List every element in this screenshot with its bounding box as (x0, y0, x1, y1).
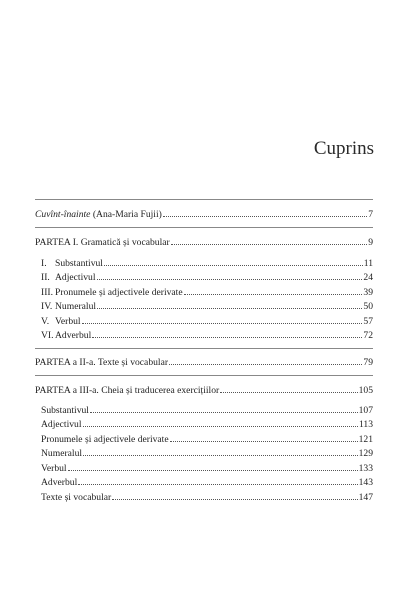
dot-leader (82, 316, 363, 324)
dot-leader (92, 330, 362, 338)
toc-entry-part1[interactable] (35, 237, 373, 248)
toc-number: VI. (41, 330, 54, 341)
toc-label: Substantivul (55, 258, 103, 269)
toc-entry-part2[interactable] (35, 357, 373, 368)
toc-entry[interactable] (41, 330, 373, 341)
toc-label: PARTEA a III-a. Cheia și traducerea exercițiilor (35, 385, 220, 396)
toc-label: Adverbul (55, 330, 92, 341)
dot-leader (83, 448, 358, 456)
toc-page-number: 121 (358, 434, 373, 445)
toc-entry[interactable] (41, 272, 373, 283)
toc-label: PARTEA I. Gramatică și vocabular (35, 237, 170, 248)
toc-page-number: 79 (363, 357, 373, 368)
toc-page-number: 113 (358, 419, 373, 430)
toc-label: Pronumele și adjectivele derivate (55, 287, 183, 298)
toc-label: Verbul (41, 463, 67, 474)
toc-page-number: 105 (358, 385, 373, 396)
toc-number: II. (41, 272, 50, 283)
toc-page-number: 24 (363, 272, 373, 283)
toc-page-number: 7 (368, 209, 373, 220)
dot-leader (97, 272, 363, 280)
toc-entry[interactable] (41, 258, 373, 269)
toc-label: Adjectivul (41, 419, 82, 430)
toc-page-number: 72 (363, 330, 373, 341)
dot-leader (220, 385, 357, 393)
toc-entry[interactable] (41, 492, 373, 503)
page-title: Cuprins (313, 138, 374, 159)
toc-label: Adverbul (41, 477, 78, 488)
toc-entry[interactable] (41, 448, 373, 459)
section-divider (35, 348, 373, 349)
dot-leader (104, 258, 363, 266)
toc-label: Texte și vocabular (41, 492, 112, 503)
dot-leader (90, 405, 358, 413)
toc-page-number: 133 (358, 463, 373, 474)
toc-page-number: 107 (358, 405, 373, 416)
toc-page-number: 39 (363, 287, 373, 298)
toc-label: PARTEA a II-a. Texte și vocabular (35, 357, 169, 368)
toc-label: Adjectivul (55, 272, 96, 283)
toc-number: V. (41, 316, 50, 327)
toc-page-number: 57 (363, 316, 373, 327)
dot-leader (112, 492, 357, 500)
dot-leader (163, 209, 367, 217)
toc-entry[interactable] (41, 287, 373, 298)
toc-entry-preface[interactable] (35, 209, 373, 220)
toc-number: IV. (41, 301, 53, 312)
toc-label: Pronumele și adjectivele derivate (41, 434, 169, 445)
toc-label: Substantivul (41, 405, 89, 416)
dot-leader (169, 357, 362, 365)
toc-entry-part3[interactable] (35, 385, 373, 396)
toc-entry[interactable] (41, 316, 373, 327)
toc-page-number: 9 (368, 237, 373, 248)
toc-label: Verbul (55, 316, 81, 327)
toc-entry[interactable] (41, 463, 373, 474)
toc-page-number: 147 (358, 492, 373, 503)
toc-number: III. (41, 287, 53, 298)
toc-entry[interactable] (41, 301, 373, 312)
toc-label: Numeralul (55, 301, 97, 312)
toc-entry[interactable] (41, 434, 373, 445)
dot-leader (68, 463, 358, 471)
dot-leader (97, 301, 362, 309)
toc-page-number: 143 (358, 477, 373, 488)
dot-leader (170, 434, 358, 442)
toc-page-number: 129 (358, 448, 373, 459)
section-divider (35, 227, 373, 228)
toc-entry[interactable] (41, 477, 373, 488)
section-divider (35, 199, 373, 200)
dot-leader (78, 477, 357, 485)
toc-label: Cuvînt-înainte (Ana-Maria Fujii) (35, 209, 162, 220)
toc-page-number: 11 (363, 258, 373, 269)
dot-leader (171, 237, 368, 245)
toc-entry[interactable] (41, 405, 373, 416)
toc-entry[interactable] (41, 419, 373, 430)
toc-page-number: 50 (363, 301, 373, 312)
toc-number: I. (41, 258, 47, 269)
dot-leader (83, 419, 358, 427)
toc-label: Numeralul (41, 448, 83, 459)
dot-leader (184, 287, 363, 295)
section-divider (35, 375, 373, 376)
